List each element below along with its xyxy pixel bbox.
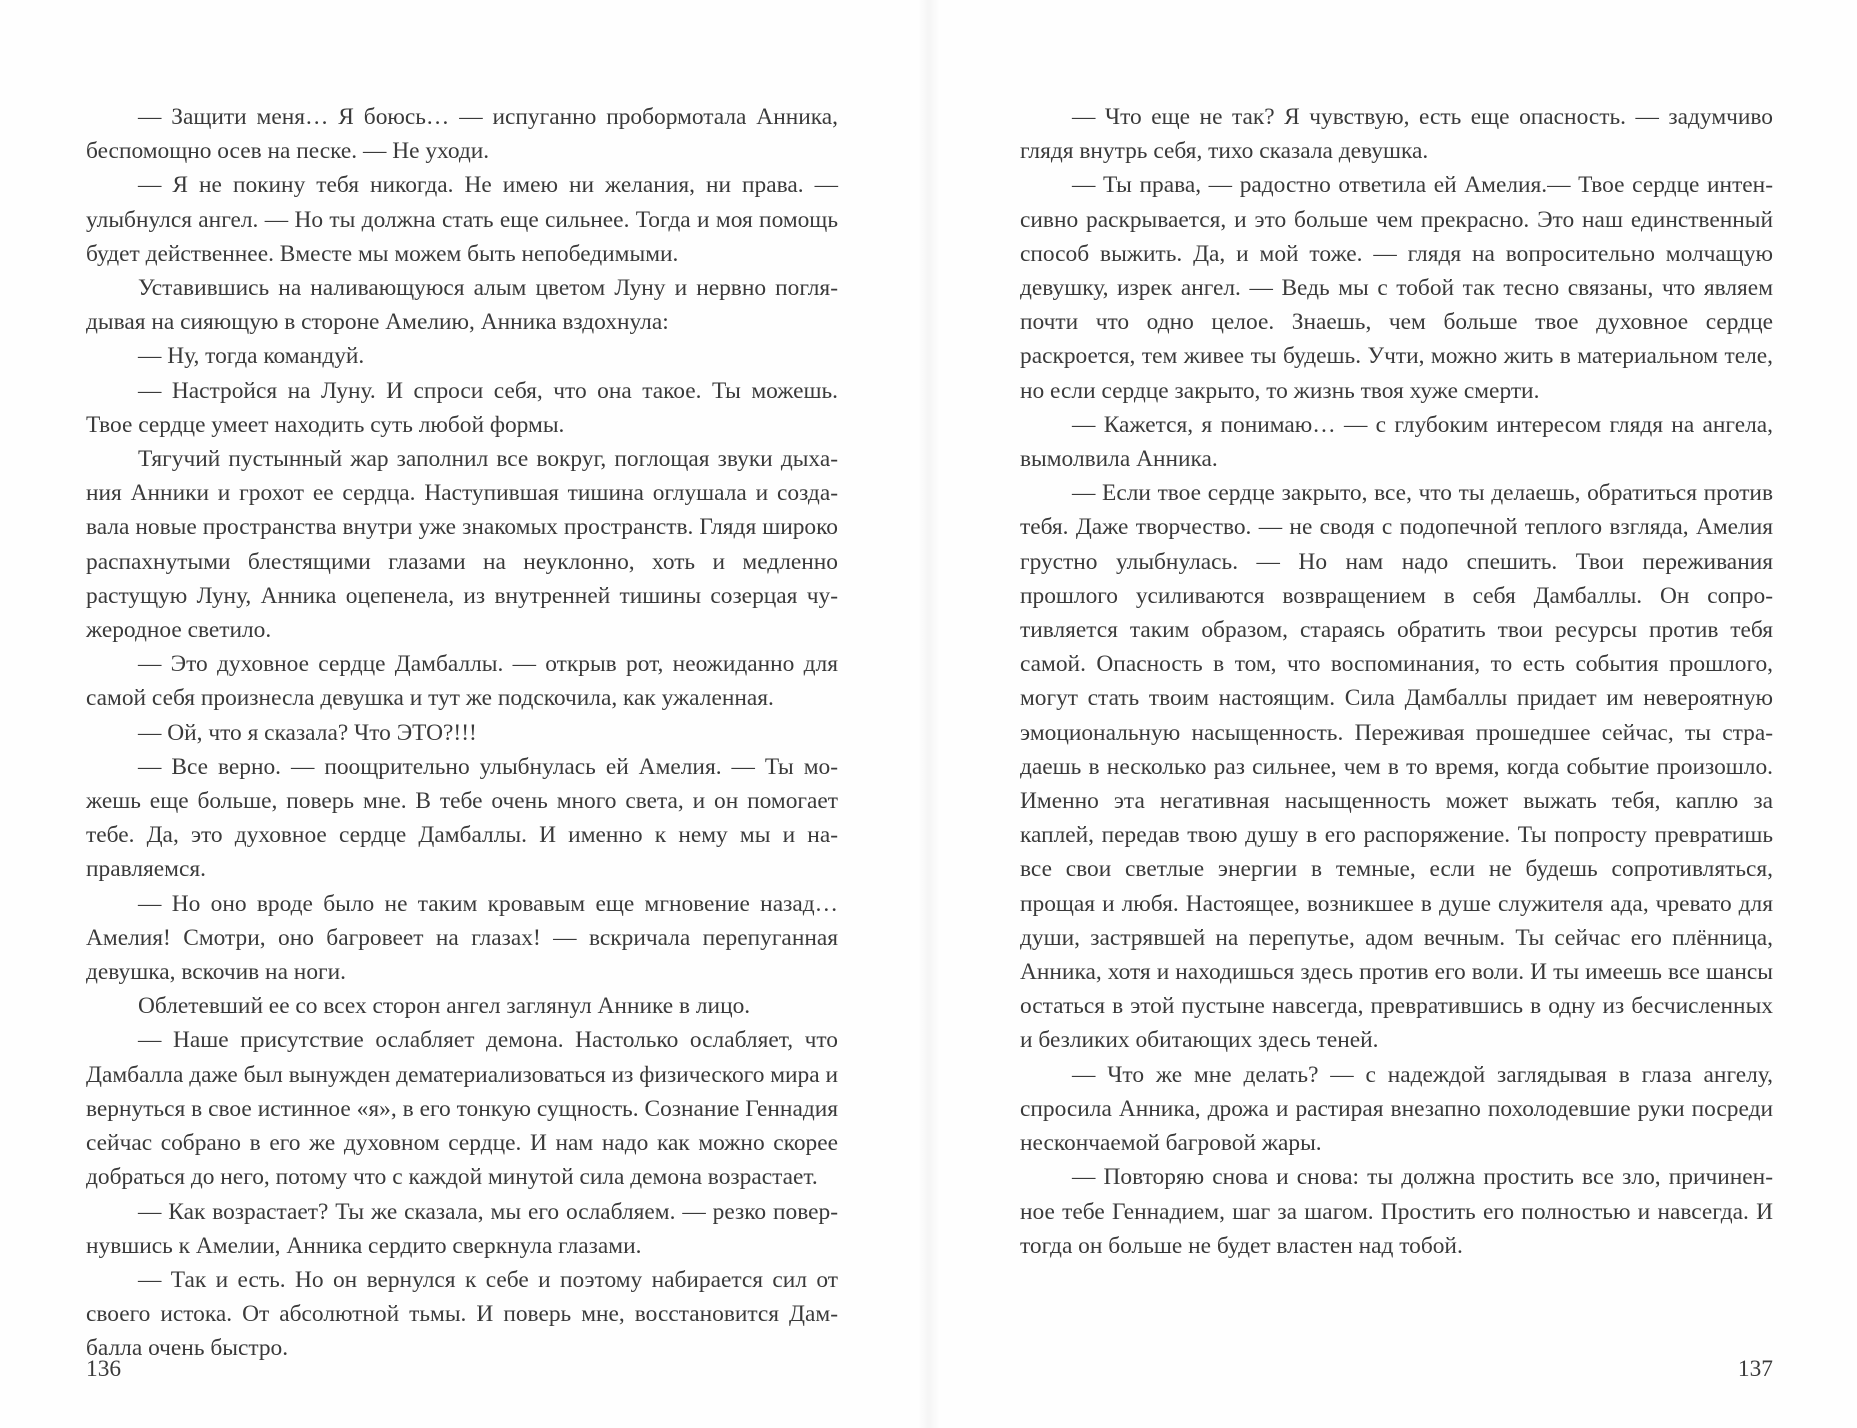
paragraph: — Все верно. — поощрительно улыбнулась ей Амелия. — Ты можешь еще больше, поверь мне. В тебе очень много света, и он помогает тебе. Да, это духовное сердце Дамбаллы. И именно к нему мы и направляемся. bbox=[86, 753, 838, 883]
paragraph: Тягучий пустынный жар заполнил все вокруг, поглощая звуки дыхания Анники и грохот ее сердца. Наступившая тишина оглушала и создавала новые пространства внутри уже знакомых пространств. Глядя широко распахнутыми блестящими глазами на неуклонно, хоть и медленно растущую Луну, Анника оцепенела, из внутренней тишины созерцая чужеродное светило. bbox=[86, 446, 838, 644]
paragraph: — Настройся на Луну. И спроси себя, что она такое. Ты можешь. Твое сердце умеет находить суть любой формы. bbox=[86, 377, 838, 438]
paragraph: — Защити меня… Я боюсь… — испуганно пробормотала Анника, беспомощно осев на песке. — Не уходи. bbox=[86, 104, 838, 165]
paragraph: — Ну, тогда командуй. bbox=[138, 343, 365, 370]
paragraph: Уставившись на наливающуюся алым цветом Луну и нервно поглядывая на сияющую в стороне Амелию, Анника вздохнула: bbox=[86, 275, 838, 336]
paragraph: — Но оно вроде было не таким кровавым еще мгновение назад… Амелия! Смотри, оно багровеет на глазах! — вскричала перепуганная девушка, вскочив на ноги. bbox=[86, 890, 838, 986]
paragraph: — Ой, что я сказала? Что ЭТО?!!! bbox=[138, 719, 477, 746]
book-gutter bbox=[918, 0, 940, 1428]
paragraph: — Так и есть. Но он вернулся к себе и поэтому набирается сил от своего истока. От абсолютной тьмы. И поверь мне, восстановится Дамбалла очень быстро. bbox=[86, 1266, 838, 1362]
left-page bbox=[86, 100, 838, 1366]
paragraph: — Что еще не так? Я чувствую, есть еще опасность. — задумчиво глядя внутрь себя, тихо сказала девушка. bbox=[1020, 104, 1773, 165]
paragraph: — Ты права, — радостно ответила ей Амелия.— Твое сердце интенсивно раскрывается, и это больше чем прекрасно. Это наш единственный способ выжить. Да, и мой тоже. — глядя на вопросительно молчащую девушку, изрек ангел. — Ведь мы с тобой так тесно связаны, что являем почти что одно целое. Знаешь, чем больше твое духовное сердце раскроется, тем живее ты будешь. Учти, можно жить в материальном теле, но если сердце закрыто, то жизнь твоя хуже смерти. bbox=[1020, 172, 1773, 404]
paragraph: Облетевший ее со всех сторон ангел заглянул Аннике в лицо. bbox=[138, 993, 751, 1020]
paragraph: — Кажется, я понимаю… — с глубоким интересом глядя на ангела, вымолвила Анника. bbox=[1020, 411, 1773, 473]
right-page bbox=[1020, 100, 1773, 1263]
page-number-right: 137 bbox=[1737, 1356, 1773, 1382]
paragraph: — Если твое сердце закрыто, все, что ты делаешь, обратиться против тебя. Даже творчество. — не сводя с подопечной теплого взгляда, Амелия грустно улыбнулась. — Но нам надо спешить. Твои переживания прошлого усиливаются возвращением в себя Дамбаллы. Он сопротивляется таким образом, стараясь обратить твои ресурсы против тебя самой. Опасность в том, что воспоминания, то есть события прошлого, могут стать твоим настоящим. Сила Дамбаллы придает им невероятную эмоциональную насыщенность. Переживая прошедшее сейчас, ты страдаешь в несколько раз сильнее, чем в то время, когда событие произошло. Именно эта негативная насыщенность может выжать тебя, каплю за каплей, передав твою душу в его распоряжение. Ты попросту превратишь все свои светлые энергии в темные, если не будешь сопротивляться, прощая и любя. Настоящее, возникшее в душе служителя ада, чревато для души, застрявшей на перепутье, адом вечным. Ты сейчас его плённица, Анника, хотя и находишься здесь против его воли. И ты имеешь все шансы остаться в этой пустыне навсегда, превратившись в одну из бесчисленных и безликих обитающих здесь теней. bbox=[1020, 480, 1773, 1054]
paragraph: — Наше присутствие ослабляет демона. Настолько ослабляет, что Дамбалла даже был вынужден дематериализоваться из физического мира и вернуться в свое истинное «я», в его тонкую сущность. Сознание Геннадия сейчас собрано в его же духовном сердце. И нам надо как можно скорее добраться до него, потому что с каждой минутой сила демона возрастает. bbox=[86, 1027, 838, 1191]
page-number-left: 136 bbox=[86, 1356, 122, 1382]
paragraph: — Что же мне делать? — с надеждой заглядывая в глаза ангелу, спросила Анника, дрожа и растирая внезапно похолодевшие руки посреди нескончаемой багровой жары. bbox=[1020, 1061, 1773, 1157]
paragraph: — Повторяю снова и снова: ты должна простить все зло, причиненное тебе Геннадием, шаг за шагом. Простить его полностью и навсегда. И тогда он больше не будет властен над тобой. bbox=[1020, 1164, 1773, 1259]
paragraph: — Это духовное сердце Дамбаллы. — открыв рот, неожиданно для самой себя произнесла девушка и тут же подскочила, как ужаленная. bbox=[86, 651, 838, 712]
paragraph: — Как возрастает? Ты же сказала, мы его ослабляем. — резко повернувшись к Амелии, Анника сердито сверкнула глазами. bbox=[86, 1198, 838, 1259]
paragraph: — Я не покину тебя никогда. Не имею ни желания, ни права. — улыбнулся ангел. — Но ты должна стать еще сильнее. Тогда и моя помощь будет действеннее. Вместе мы можем быть непобедимыми. bbox=[86, 172, 838, 267]
